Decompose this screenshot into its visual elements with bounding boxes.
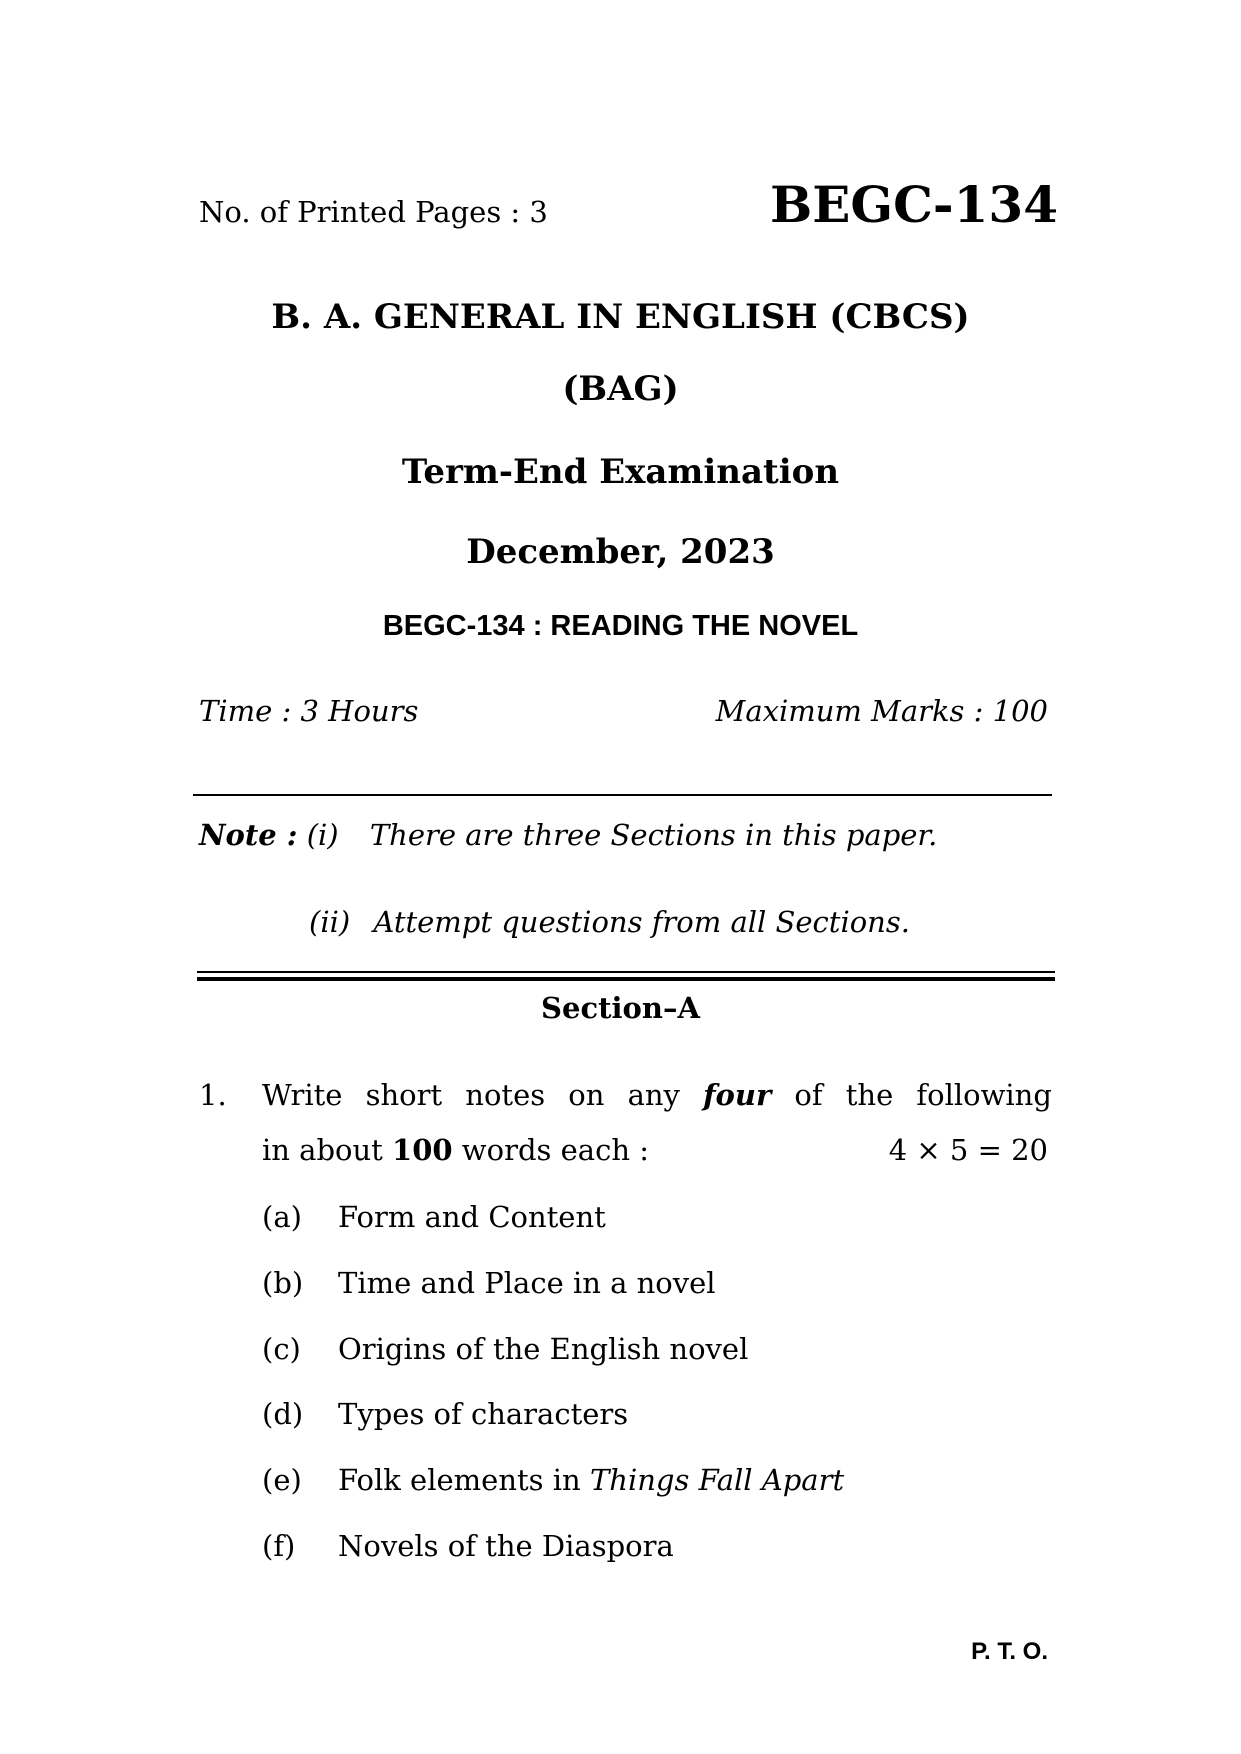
option-f (262, 1529, 674, 1563)
text: Folk elements in (338, 1463, 590, 1497)
word-limit: 100 (392, 1133, 453, 1167)
option-label: (d) (262, 1397, 304, 1431)
emphasis-word: four (703, 1078, 772, 1112)
note-text: Attempt questions from all Sections. (373, 905, 910, 939)
note-line-2 (309, 905, 910, 939)
word: following (916, 1078, 1052, 1112)
option-label: (e) (262, 1463, 302, 1497)
option-label: (a) (262, 1200, 302, 1234)
double-rule-top (197, 971, 1055, 973)
question-marks: 4 × 5 = 20 (888, 1133, 1048, 1167)
programme-title: B. A. GENERAL IN ENGLISH (CBCS) (271, 297, 970, 337)
double-rule-bottom (197, 977, 1055, 981)
option-label: (c) (262, 1332, 301, 1366)
note-num: (i) (306, 818, 339, 852)
word: any (627, 1078, 680, 1112)
programme-abbr: (BAG) (562, 369, 679, 409)
paper-code: BEGC-134 (770, 175, 1058, 234)
option-a (262, 1200, 606, 1234)
exam-date: December, 2023 (466, 532, 775, 572)
course-title: BEGC-134 : READING THE NOVEL (382, 610, 859, 642)
option-d (262, 1397, 629, 1431)
note-num: (ii) (309, 905, 351, 939)
note-label: Note : (199, 818, 298, 852)
option-b (262, 1266, 716, 1300)
section-heading: Section–A (541, 991, 700, 1025)
maximum-marks: Maximum Marks : 100 (715, 694, 1048, 728)
option-c (262, 1332, 749, 1366)
option-text (338, 1463, 845, 1497)
word: on (568, 1078, 605, 1112)
option-text: Types of characters (338, 1397, 629, 1431)
printed-pages: No. of Printed Pages : 3 (199, 195, 548, 229)
question-line-2 (262, 1133, 649, 1167)
book-title: Things Fall Apart (589, 1463, 845, 1497)
option-text: Form and Content (338, 1200, 606, 1234)
divider (193, 794, 1052, 796)
exam-title: Term-End Examination (401, 452, 840, 492)
question-line-1 (262, 1078, 1052, 1112)
option-text: Time and Place in a novel (338, 1266, 716, 1300)
word: of (794, 1078, 823, 1112)
option-label: (f) (262, 1529, 296, 1563)
option-e (262, 1463, 845, 1497)
time-allowed: Time : 3 Hours (199, 694, 419, 728)
please-turn-over: P. T. O. (971, 1638, 1048, 1665)
word: short (365, 1078, 443, 1112)
text: words each : (452, 1133, 649, 1167)
word: Write (262, 1078, 343, 1112)
question-number: 1. (199, 1078, 227, 1112)
option-label: (b) (262, 1266, 304, 1300)
note-text: There are three Sections in this paper. (369, 818, 938, 852)
note-line-1 (199, 818, 938, 852)
option-text: Novels of the Diaspora (338, 1529, 674, 1563)
word: notes (465, 1078, 546, 1112)
option-text: Origins of the English novel (338, 1332, 749, 1366)
text: in about (262, 1133, 393, 1167)
word: the (845, 1078, 894, 1112)
